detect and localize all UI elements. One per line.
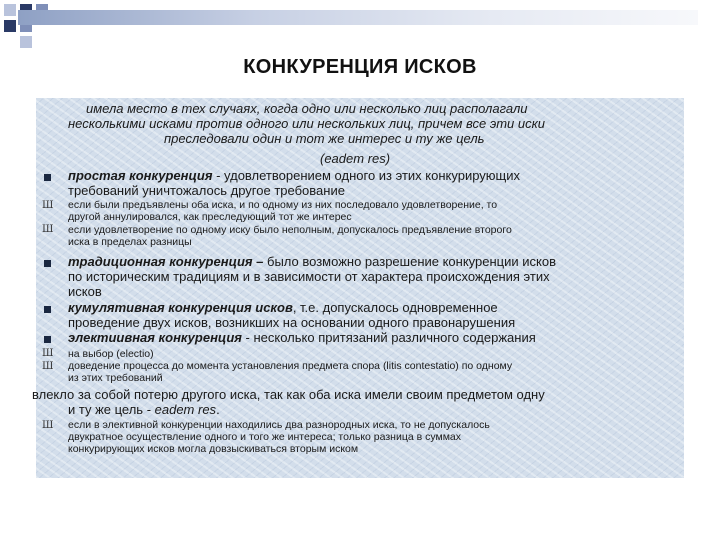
arrow-bullet-icon: Ш [42, 348, 54, 359]
arrow-bullet-icon: Ш [42, 200, 54, 211]
decor-square-light [4, 4, 16, 16]
cumulative-line-2: проведение двух исков, возникших на основании одного правонарушения [68, 315, 516, 330]
elective-term: электиивная конкуренция [68, 330, 242, 345]
elective-sub-1: на выбор (electio) [68, 348, 154, 360]
bullet-square-icon [44, 260, 51, 267]
conclusion-line-1: влекло за собой потерю другого иска, так как оба иска имели своим предметом одну [32, 387, 545, 402]
final-sub-2: двукратное осуществление одного и того же интереса; только разница в суммах [68, 431, 462, 443]
arrow-bullet-icon: Ш [42, 361, 54, 372]
simple-term: простая конкуренция [68, 168, 213, 183]
conclusion-plain: и ту же цель - [68, 402, 155, 417]
traditional-rest: было возможно разрешение конкуренции исков [263, 254, 556, 269]
conclusion-end: . [216, 402, 220, 417]
header-gradient-bar [18, 10, 698, 25]
simple-line-2: требований уничтожалось другое требование [68, 183, 345, 198]
content-panel [32, 98, 684, 478]
simple-line-1 [68, 168, 520, 183]
simple-sub-1-a: если были предъявлены оба иска, и по одному из них последовало удовлетворение, то [68, 199, 498, 211]
cumulative-term: кумулятивная конкуренция исков [68, 300, 293, 315]
intro-line-2: несколькими исками против одного или нескольких лиц, причем все эти иски [68, 116, 545, 131]
final-sub-1: если в элективной конкуренции находились два разнородных иска, то не допускалось [68, 419, 490, 431]
traditional-line-1 [68, 254, 556, 269]
slide-title: КОНКУРЕНЦИЯ ИСКОВ [243, 56, 477, 78]
elective-sub-2-b: из этих требований [68, 372, 163, 384]
cumulative-line-1 [68, 300, 498, 315]
intro-line-4: (eadem res) [320, 151, 391, 166]
elective-sub-2-a: доведение процесса до момента установления предмета спора (litis contestatio) по одному [68, 360, 513, 372]
traditional-line-2: по историческим традициям и в зависимости от характера происхождения этих [68, 269, 550, 284]
bullet-square-icon [44, 174, 51, 181]
arrow-bullet-icon: Ш [42, 420, 54, 431]
simple-sub-1-b: другой аннулировался, как преследующий тот же интерес [68, 211, 352, 223]
conclusion-italic: eadem res [154, 402, 217, 417]
traditional-line-3: исков [68, 284, 102, 299]
final-sub-3: конкурирующих исков могла довзыскиваться вторым иском [68, 443, 359, 455]
bullet-square-icon [44, 336, 51, 343]
arrow-bullet-icon: Ш [42, 224, 54, 235]
decor-square-light-2 [20, 36, 32, 48]
simple-rest: - удовлетворением одного из этих конкурирующих [212, 168, 521, 183]
traditional-term: традиционная конкуренция – [68, 254, 264, 269]
simple-sub-2-b: иска в пределах разницы [68, 236, 192, 248]
conclusion-line-2 [68, 402, 220, 417]
intro-line-1: имела место в тех случаях, когда одно или несколько лиц располагали [86, 101, 528, 116]
simple-sub-2-a: если удовлетворение по одному иску было неполным, допускалось предъявление второго [68, 224, 512, 236]
decor-square-dark-2 [4, 20, 16, 32]
intro-line-3: преследовали один и тот же интерес и ту же цель [164, 131, 485, 146]
elective-line-1 [68, 330, 536, 345]
cumulative-rest: , т.е. допускалось одновременное [292, 300, 498, 315]
elective-rest: - несколько притязаний различного содержания [241, 330, 536, 345]
bullet-square-icon [44, 306, 51, 313]
